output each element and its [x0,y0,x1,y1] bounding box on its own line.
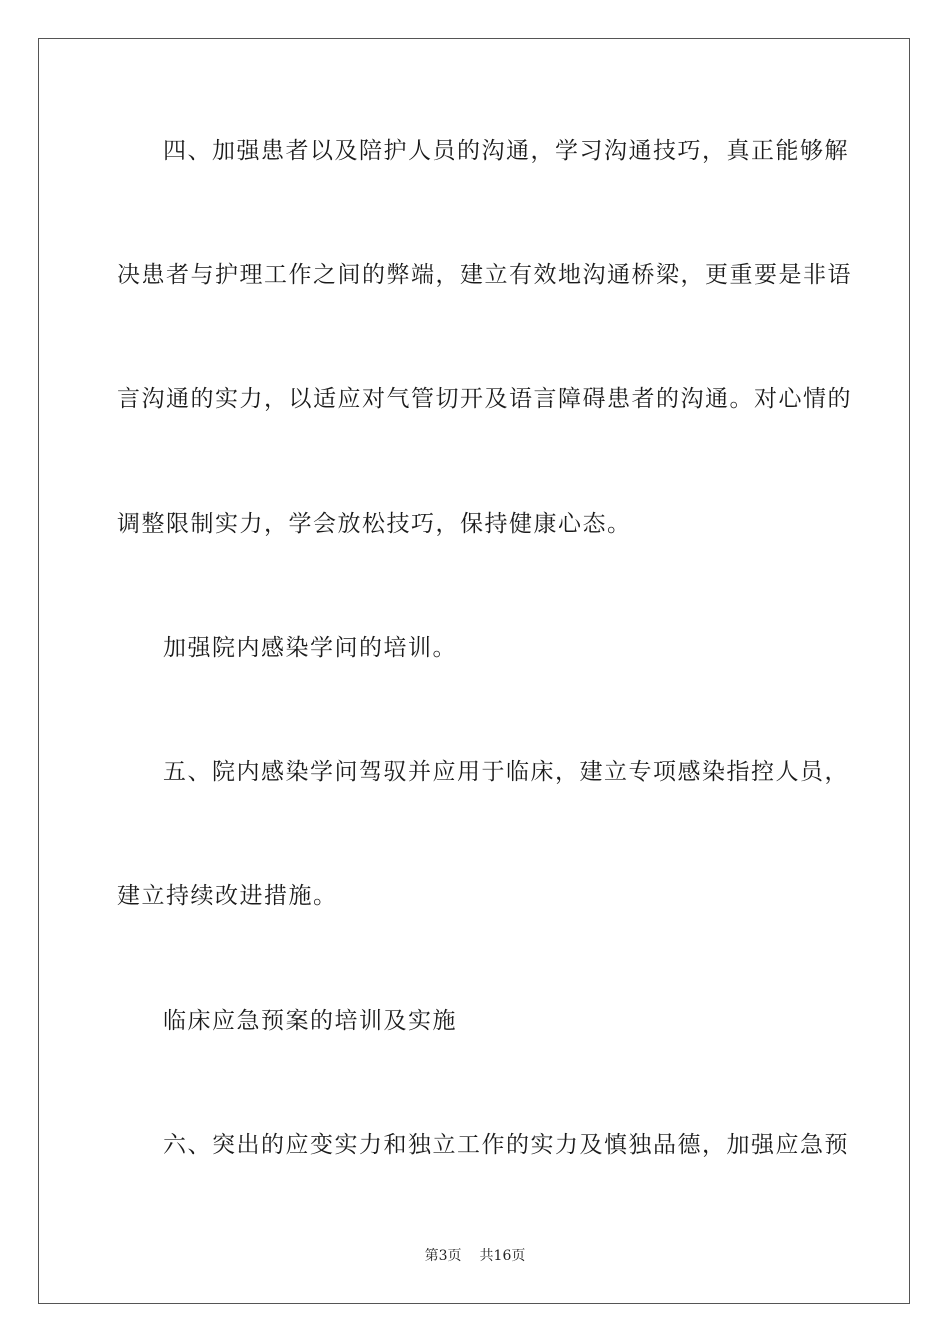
paragraph-line-9: 六、突出的应变实力和独立工作的实力及慎独品德，加强应急预 [163,1132,849,1158]
page-number-current: 第3页 [424,1248,462,1264]
paragraph-line-7: 建立持续改进措施。 [117,883,338,909]
page-number-total: 共16页 [479,1248,526,1264]
page-border [38,38,910,1304]
paragraph-line-2: 决患者与护理工作之间的弊端，建立有效地沟通桥梁，更重要是非语 [117,262,852,288]
paragraph-line-1: 四、加强患者以及陪护人员的沟通，学习沟通技巧，真正能够解 [163,138,849,164]
section-heading-emergency-plan: 临床应急预案的培训及实施 [163,1008,457,1034]
paragraph-line-3: 言沟通的实力，以适应对气管切开及语言障碍患者的沟通。对心情的 [117,386,852,412]
paragraph-line-4: 调整限制实力，学会放松技巧，保持健康心态。 [117,511,632,537]
section-heading-infection-training: 加强院内感染学问的培训。 [163,635,457,661]
paragraph-line-6: 五、院内感染学问驾驭并应用于临床，建立专项感染指控人员， [163,759,849,785]
page-footer [0,1246,950,1266]
